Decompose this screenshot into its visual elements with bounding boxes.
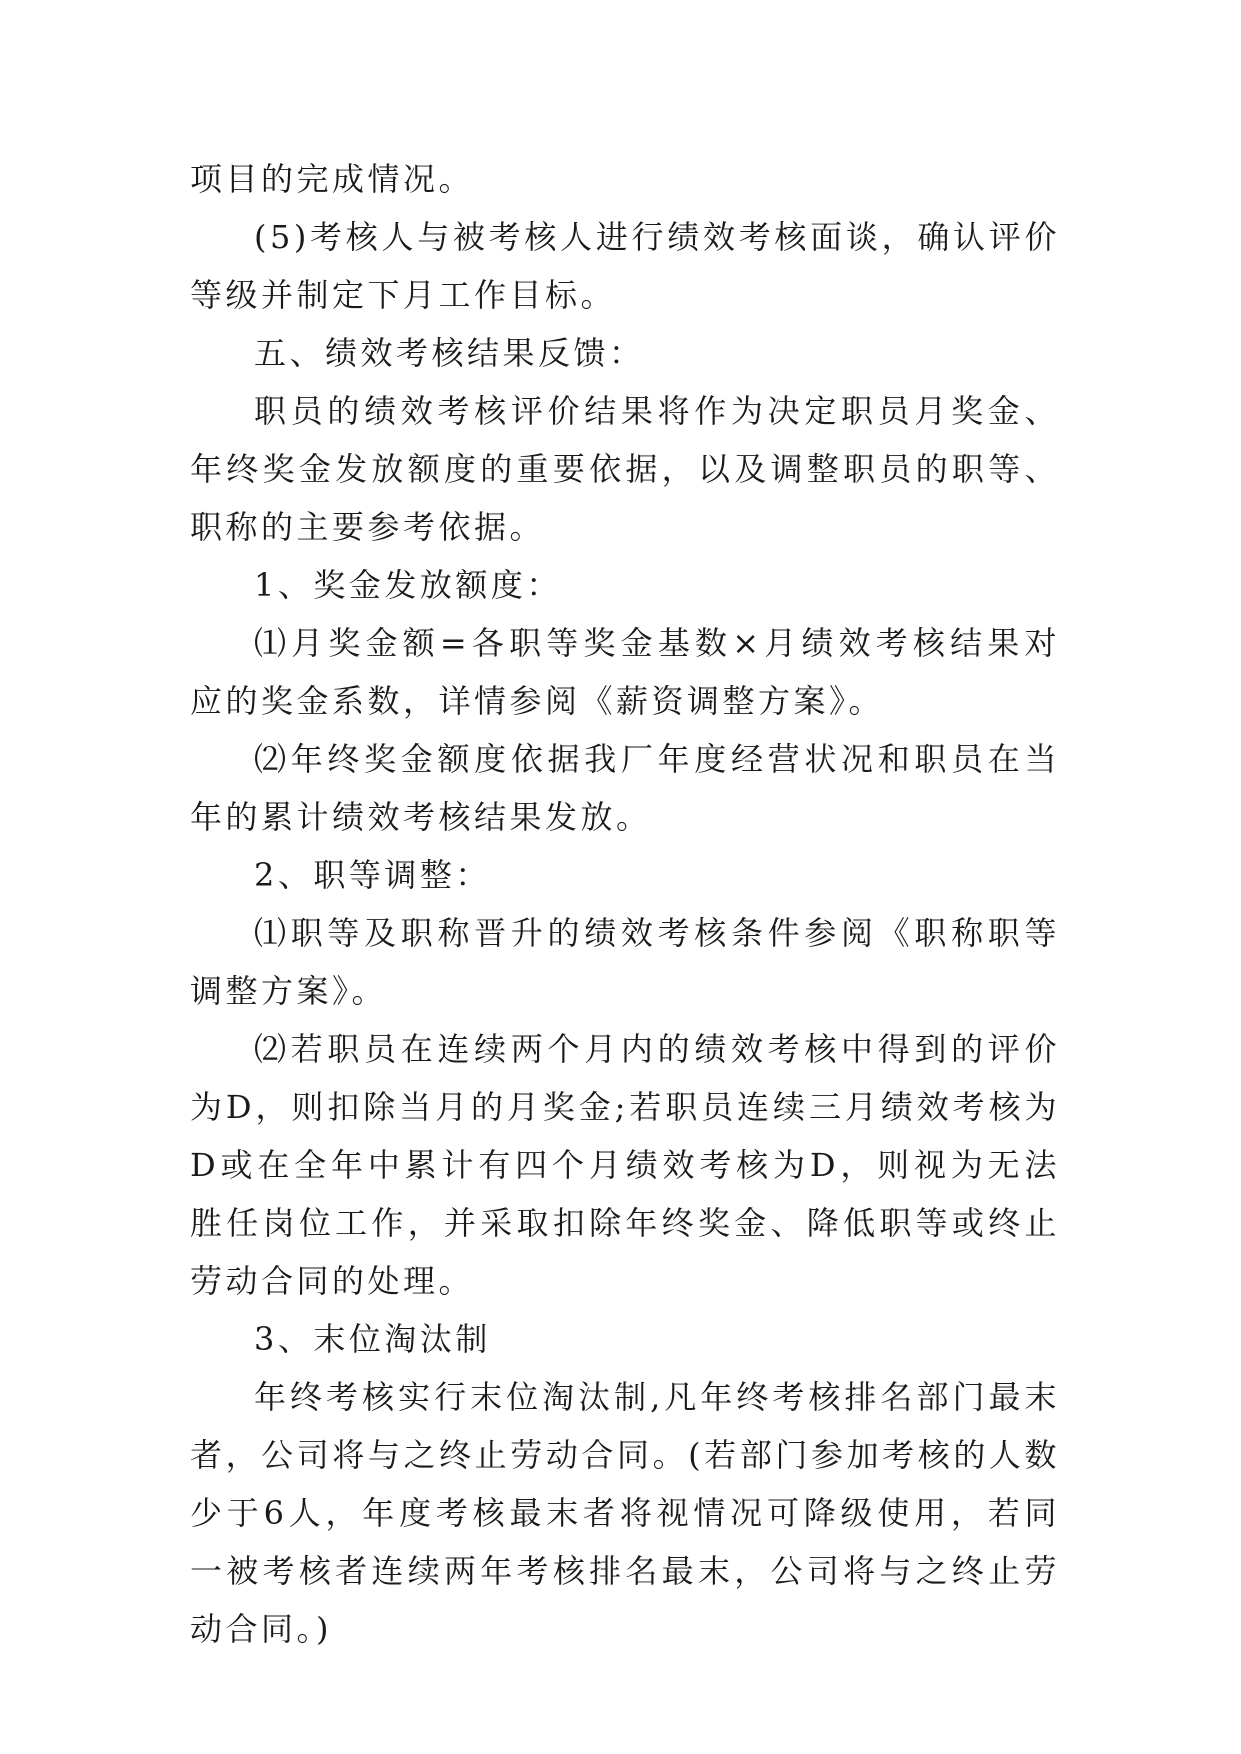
paragraph-elimination: 年终考核实行末位淘汰制,凡年终考核排名部门最末者，公司将与之终止劳动合同。(若部门参加考核的人数少于6人，年度考核最末者将视情况可降级使用，若同一被考核者连续两年考核排名最末，公司将与之终止劳动合同。) (190, 1378, 1060, 1648)
subheading-elimination: 3、末位淘汰制 (254, 1320, 491, 1358)
paragraph-grade-promotion: ⑴职等及职称晋升的绩效考核条件参阅《职称职等调整方案》。 (190, 914, 1060, 1010)
paragraph-step-5: (5)考核人与被考核人进行绩效考核面谈，确认评价等级并制定下月工作目标。 (190, 218, 1060, 314)
paragraph-grade-demotion: ⑵若职员在连续两个月内的绩效考核中得到的评价为D，则扣除当月的月奖金;若职员连续三月绩效考核为D或在全年中累计有四个月绩效考核为D，则视为无法胜任岗位工作，并采取扣除年终奖金、降低职等或终止劳动合同的处理。 (190, 1030, 1060, 1300)
subheading-grade-adjustment: 2、职等调整： (254, 856, 491, 894)
paragraph-continuation: 项目的完成情况。 (190, 160, 475, 198)
document-page (190, 150, 1060, 1658)
section-heading-feedback: 五、绩效考核结果反馈： (254, 334, 645, 372)
subheading-bonus: 1、奖金发放额度： (254, 566, 562, 604)
paragraph-feedback-intro: 职员的绩效考核评价结果将作为决定职员月奖金、年终奖金发放额度的重要依据，以及调整职员的职等、职称的主要参考依据。 (190, 392, 1060, 546)
paragraph-bonus-yearly: ⑵年终奖金额度依据我厂年度经营状况和职员在当年的累计绩效考核结果发放。 (190, 740, 1060, 836)
paragraph-bonus-monthly: ⑴月奖金额=各职等奖金基数×月绩效考核结果对应的奖金系数，详情参阅《薪资调整方案》。 (190, 624, 1060, 720)
